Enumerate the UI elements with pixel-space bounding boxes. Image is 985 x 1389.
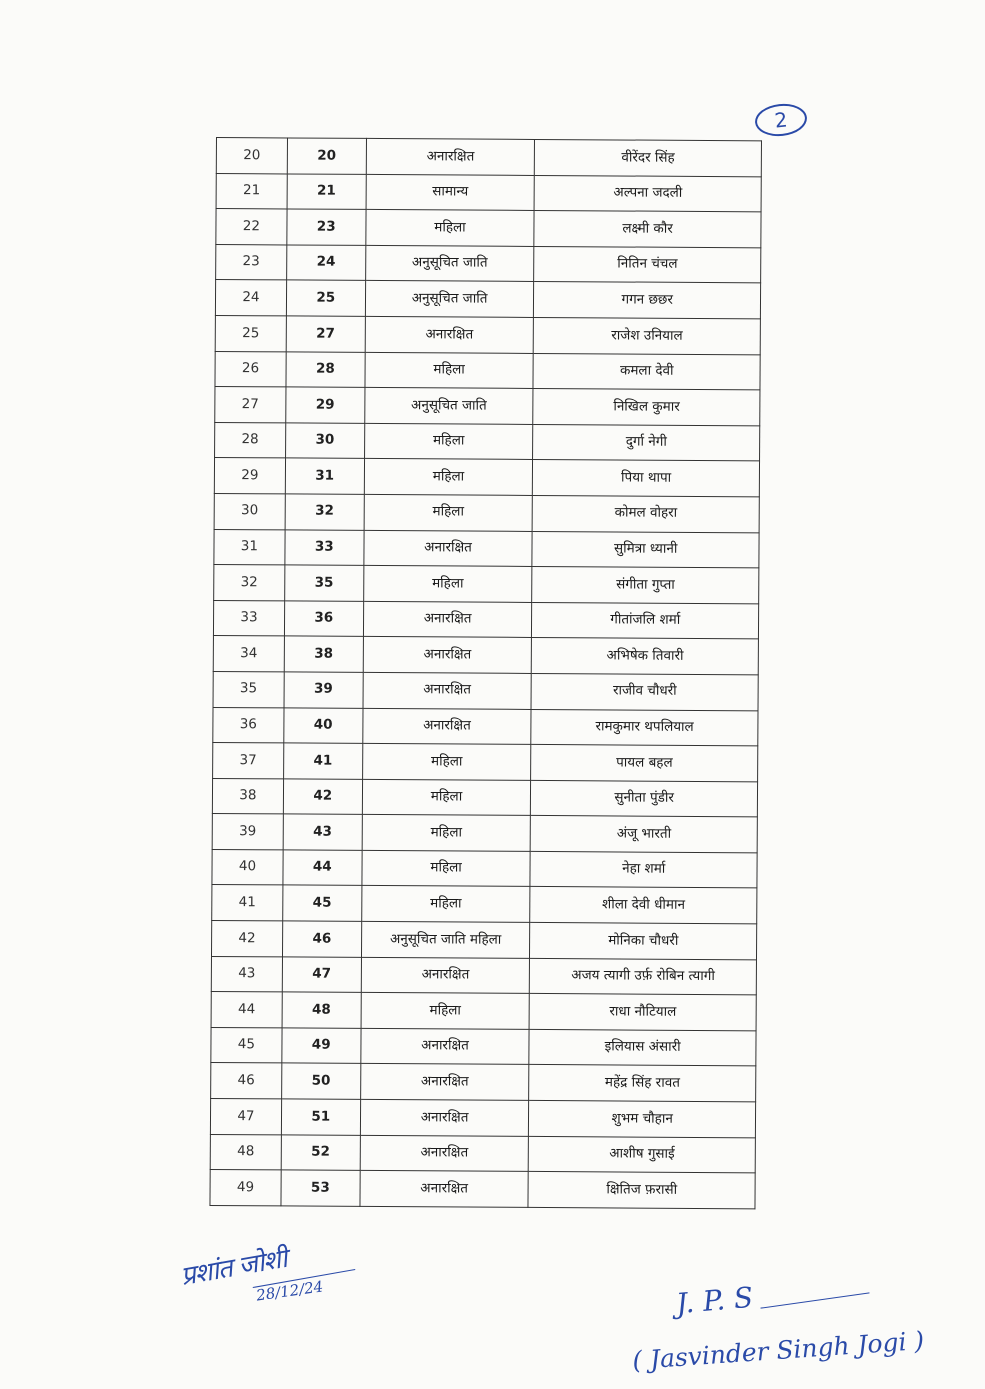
table-row	[212, 885, 757, 924]
ward-cell: 36	[284, 601, 363, 637]
table-row	[211, 956, 756, 995]
ward-cell: 48	[282, 992, 361, 1028]
serial-cell: 40	[212, 849, 283, 885]
serial-cell: 44	[211, 992, 282, 1028]
category-cell: अनारक्षित	[360, 1064, 529, 1101]
serial-cell: 23	[216, 244, 287, 280]
ward-cell: 43	[283, 814, 362, 850]
serial-cell: 47	[210, 1099, 281, 1135]
table-row	[216, 209, 761, 248]
name-cell: अजय त्यागी उर्फ़ रोबिन त्यागी	[530, 958, 757, 995]
table-row	[210, 1170, 755, 1209]
name-cell: आशीष गुसाई	[529, 1136, 756, 1173]
ward-cell: 29	[286, 387, 365, 423]
ward-cell: 52	[281, 1135, 360, 1171]
name-cell: महेंद्र सिंह रावत	[529, 1065, 756, 1102]
ward-cell: 31	[285, 458, 364, 494]
table-row	[212, 814, 757, 853]
category-cell: अनुसूचित जाति	[364, 388, 533, 425]
table-row	[214, 493, 759, 532]
serial-cell: 28	[215, 422, 286, 458]
table-row	[213, 707, 758, 746]
serial-cell: 27	[215, 387, 286, 423]
table-row	[210, 1134, 755, 1173]
name-cell: गगन छछर	[534, 282, 761, 319]
ward-cell: 35	[285, 565, 364, 601]
table-row	[211, 1063, 756, 1102]
ward-cell: 23	[287, 209, 366, 245]
category-cell: अनारक्षित	[360, 1099, 529, 1136]
table-row	[212, 778, 757, 817]
name-cell: पिया थापा	[533, 460, 760, 497]
table-row	[216, 173, 761, 212]
name-cell: मोनिका चौधरी	[530, 922, 757, 959]
name-cell: दुर्गा नेगी	[533, 424, 760, 461]
ward-cell: 40	[284, 707, 363, 743]
table-body	[210, 138, 762, 1209]
ward-cell: 25	[286, 280, 365, 316]
name-cell: गीतांजलि शर्मा	[532, 602, 759, 639]
serial-cell: 24	[215, 280, 286, 316]
serial-cell: 34	[213, 636, 284, 672]
table-row	[215, 422, 760, 461]
category-cell: अनारक्षित	[364, 530, 533, 567]
right-signature-initials: J. P. S	[674, 1280, 755, 1321]
category-cell: महिला	[362, 744, 531, 781]
category-cell: अनारक्षित	[363, 601, 532, 638]
ward-cell: 30	[285, 423, 364, 459]
category-cell: अनारक्षित	[361, 1028, 530, 1065]
reservation-table	[209, 137, 762, 1209]
serial-cell: 20	[216, 138, 287, 174]
table-row	[213, 671, 758, 710]
category-cell: अनारक्षित	[363, 637, 532, 674]
name-cell: सुनीता पुंडीर	[531, 780, 758, 817]
name-cell: अंजू भारती	[531, 816, 758, 853]
name-cell: अल्पना जदली	[534, 175, 761, 212]
ward-cell: 24	[286, 245, 365, 281]
name-cell: संगीता गुप्ता	[532, 567, 759, 604]
serial-cell: 49	[210, 1170, 281, 1206]
category-cell: अनुसूचित जाति	[365, 281, 534, 318]
ward-cell: 51	[281, 1099, 360, 1135]
right-signature-name: ( Jasvinder Singh Jogi )	[631, 1325, 926, 1376]
serial-cell: 37	[213, 743, 284, 779]
category-cell: महिला	[362, 850, 531, 887]
name-cell: राजेश उनियाल	[534, 317, 761, 354]
ward-cell: 38	[284, 636, 363, 672]
ward-cell: 28	[286, 351, 365, 387]
category-cell: महिला	[361, 886, 530, 923]
category-cell: महिला	[364, 494, 533, 531]
ward-cell: 39	[284, 672, 363, 708]
serial-cell: 42	[211, 921, 282, 957]
name-cell: पायल बहल	[531, 745, 758, 782]
table-row	[211, 921, 756, 960]
ward-cell: 49	[282, 1028, 361, 1064]
serial-cell: 41	[212, 885, 283, 921]
table-row	[213, 600, 758, 639]
serial-cell: 43	[211, 956, 282, 992]
ward-cell: 27	[286, 316, 365, 352]
ward-cell: 50	[281, 1063, 360, 1099]
serial-cell: 36	[213, 707, 284, 743]
serial-cell: 48	[210, 1134, 281, 1170]
ward-cell: 44	[283, 850, 362, 886]
serial-cell: 35	[213, 671, 284, 707]
ward-cell: 21	[287, 174, 366, 210]
serial-cell: 45	[211, 1027, 282, 1063]
category-cell: अनारक्षित	[363, 708, 532, 745]
name-cell: निखिल कुमार	[533, 389, 760, 426]
category-cell: सामान्य	[366, 174, 535, 211]
table-row	[215, 387, 760, 426]
ward-cell: 42	[283, 779, 362, 815]
serial-cell: 25	[215, 315, 286, 351]
serial-cell: 33	[213, 600, 284, 636]
name-cell: राजीव चौधरी	[531, 673, 758, 710]
ward-cell: 32	[285, 494, 364, 530]
ward-cell: 53	[281, 1170, 360, 1206]
name-cell: वीरेंदर सिंह	[535, 139, 762, 176]
table-row	[214, 529, 759, 568]
name-cell: क्षितिज फ़रासी	[528, 1172, 755, 1209]
serial-cell: 32	[214, 565, 285, 601]
left-signature-name: प्रशांत जोशी	[178, 1243, 289, 1293]
name-cell: सुमित्रा ध्यानी	[532, 531, 759, 568]
ward-cell: 41	[283, 743, 362, 779]
serial-cell: 29	[214, 458, 285, 494]
name-cell: कोमल वोहरा	[533, 495, 760, 532]
left-signature-date: 28/12/24	[255, 1277, 325, 1305]
serial-cell: 38	[212, 778, 283, 814]
ward-cell: 47	[282, 957, 361, 993]
name-cell: शुभम चौहान	[529, 1100, 756, 1137]
name-cell: रामकुमार थपलियाल	[531, 709, 758, 746]
category-cell: अनारक्षित	[363, 672, 532, 709]
serial-cell: 26	[215, 351, 286, 387]
category-cell: महिला	[361, 993, 530, 1030]
page-number: 2	[753, 101, 808, 138]
name-cell: इलियास अंसारी	[529, 1029, 756, 1066]
name-cell: नितिन चंचल	[534, 246, 761, 283]
name-cell: लक्ष्मी कौर	[534, 211, 761, 248]
serial-cell: 46	[211, 1063, 282, 1099]
name-cell: नेहा शर्मा	[530, 851, 757, 888]
serial-cell: 21	[216, 173, 287, 209]
category-cell: अनुसूचित जाति	[365, 245, 534, 282]
category-cell: महिला	[362, 779, 531, 816]
ward-cell: 33	[285, 529, 364, 565]
category-cell: अनारक्षित	[361, 957, 530, 994]
name-cell: शीला देवी धीमान	[530, 887, 757, 924]
table-row	[215, 280, 760, 319]
right-signature-stroke	[760, 1292, 869, 1308]
table-row	[210, 1099, 755, 1138]
category-cell: अनारक्षित	[365, 316, 534, 353]
ward-cell: 20	[287, 138, 366, 174]
category-cell: महिला	[365, 352, 534, 389]
category-cell: महिला	[364, 459, 533, 496]
table-row	[216, 244, 761, 283]
category-cell: अनारक्षित	[360, 1171, 529, 1208]
table-row	[214, 458, 759, 497]
table-row	[213, 743, 758, 782]
table-row	[212, 849, 757, 888]
name-cell: अभिषेक तिवारी	[532, 638, 759, 675]
name-cell: राधा नौटियाल	[529, 994, 756, 1031]
serial-cell: 39	[212, 814, 283, 850]
table-row	[213, 636, 758, 675]
serial-cell: 31	[214, 529, 285, 565]
name-cell: कमला देवी	[533, 353, 760, 390]
table-row	[215, 315, 760, 354]
table-row	[211, 992, 756, 1031]
ward-cell: 45	[283, 885, 362, 921]
category-cell: अनारक्षित	[360, 1135, 529, 1172]
serial-cell: 30	[214, 493, 285, 529]
category-cell: अनारक्षित	[366, 138, 535, 175]
table-row	[215, 351, 760, 390]
table-row	[214, 565, 759, 604]
category-cell: महिला	[362, 815, 531, 852]
serial-cell: 22	[216, 209, 287, 245]
table-row	[216, 138, 761, 177]
table-row	[211, 1027, 756, 1066]
category-cell: महिला	[363, 566, 532, 603]
ward-cell: 46	[282, 921, 361, 957]
category-cell: महिला	[366, 210, 535, 247]
category-cell: महिला	[364, 423, 533, 460]
category-cell: अनुसूचित जाति महिला	[361, 921, 530, 958]
